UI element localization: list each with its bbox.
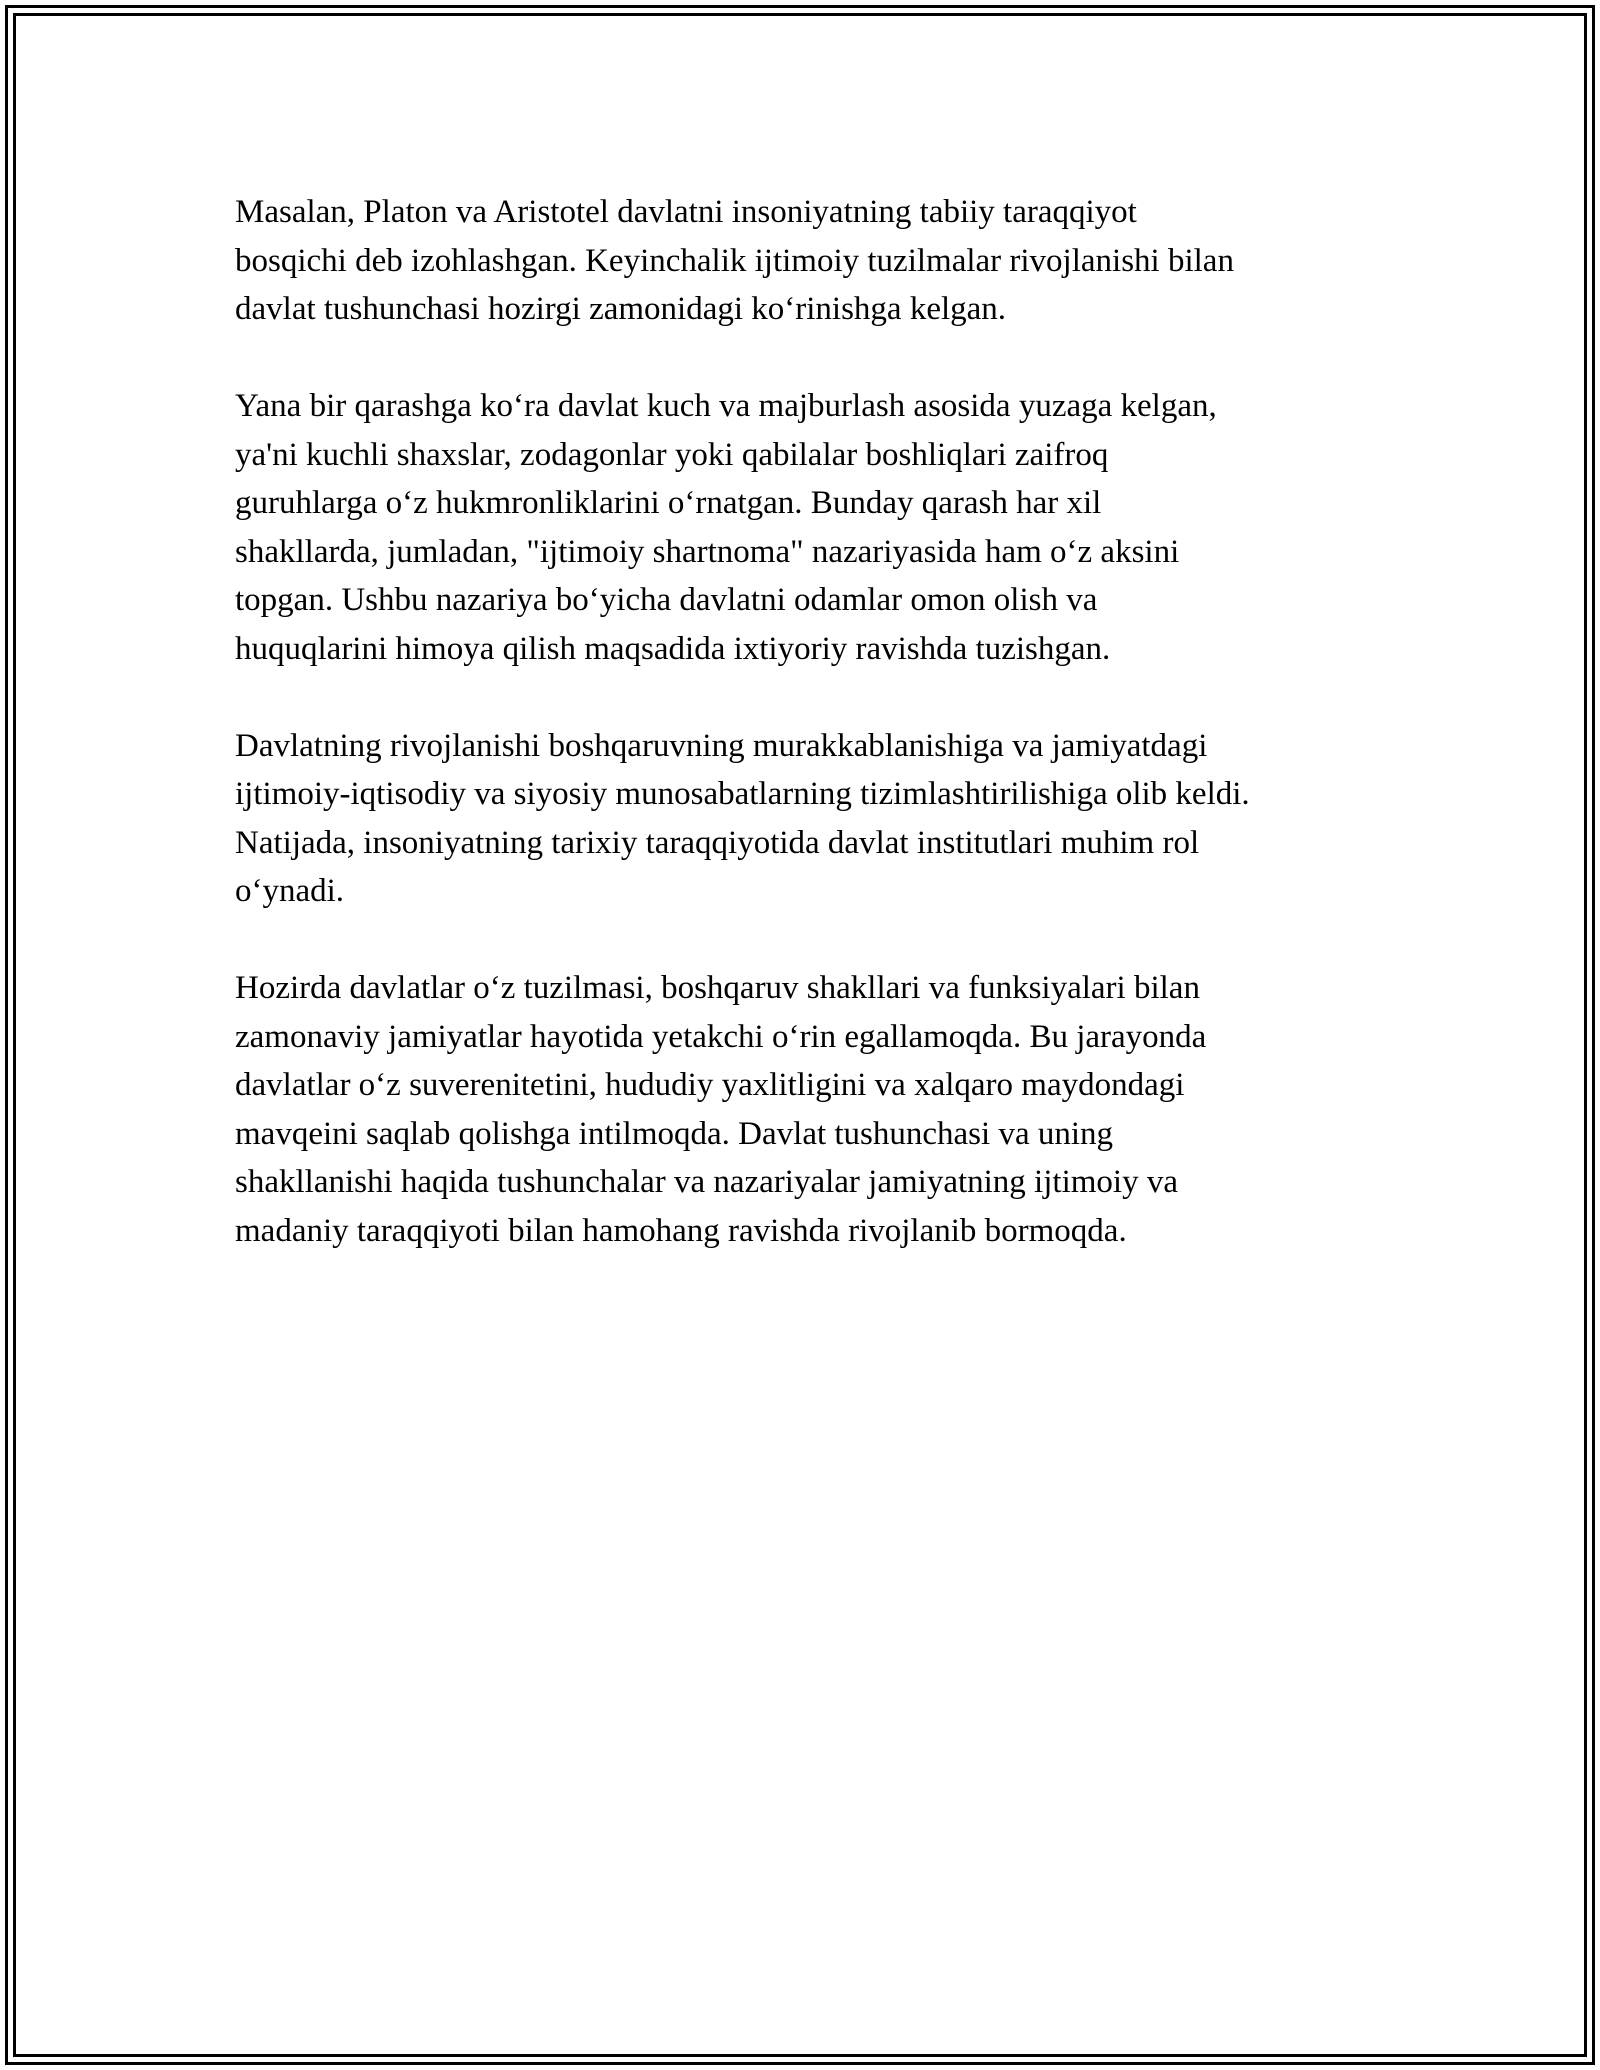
document-body: [235, 188, 1375, 1304]
paragraph-2: Yana bir qarashga koʻra davlat kuch va majburlash asosida yuzaga kelgan, ya'ni kuchli shaxslar, zodagonlar yoki qabilalar boshliqlari zaifroq guruhlarga oʻz hukmronliklarini oʻrnatgan. Bunday qarash har xil shakllarda, jumladan, "ijtimoiy shartnoma" nazariyasida ham oʻz aksini topgan. Ushbu nazariya boʻyicha davlatni odamlar omon olish va huquqlarini himoya qilish maqsadida ixtiyoriy ravishda tuzishgan.: [235, 388, 1217, 667]
paragraph-3: Davlatning rivojlanishi boshqaruvning murakkablanishiga va jamiyatdagi ijtimoiy-iqtisodiy va siyosiy munosabatlarning tizimlashtirilishiga olib keldi. Natijada, insoniyatning tarixiy taraqqiyotida davlat institutlari muhim rol oʻynadi.: [235, 727, 1250, 909]
paragraph-1: Masalan, Platon va Aristotel davlatni insoniyatning tabiiy taraqqiyot bosqichi deb izohlashgan. Keyinchalik ijtimoiy tuzilmalar rivojlanishi bilan davlat tushunchasi hozirgi zamonidagi koʻrinishga kelgan.: [235, 194, 1234, 327]
paragraph-4: Hozirda davlatlar oʻz tuzilmasi, boshqaruv shakllari va funksiyalari bilan zamonaviy jamiyatlar hayotida yetakchi oʻrin egallamoqda. Bu jarayonda davlatlar oʻz suverenitetini, hududiy yaxlitligini va xalqaro maydondagi mavqeini saqlab qolishga intilmoqda. Davlat tushunchasi va uning shakllanishi haqida tushunchalar va nazariyalar jamiyatning ijtimoiy va madaniy taraqqiyoti bilan hamohang ravishda rivojlanib bormoqda.: [235, 970, 1207, 1249]
